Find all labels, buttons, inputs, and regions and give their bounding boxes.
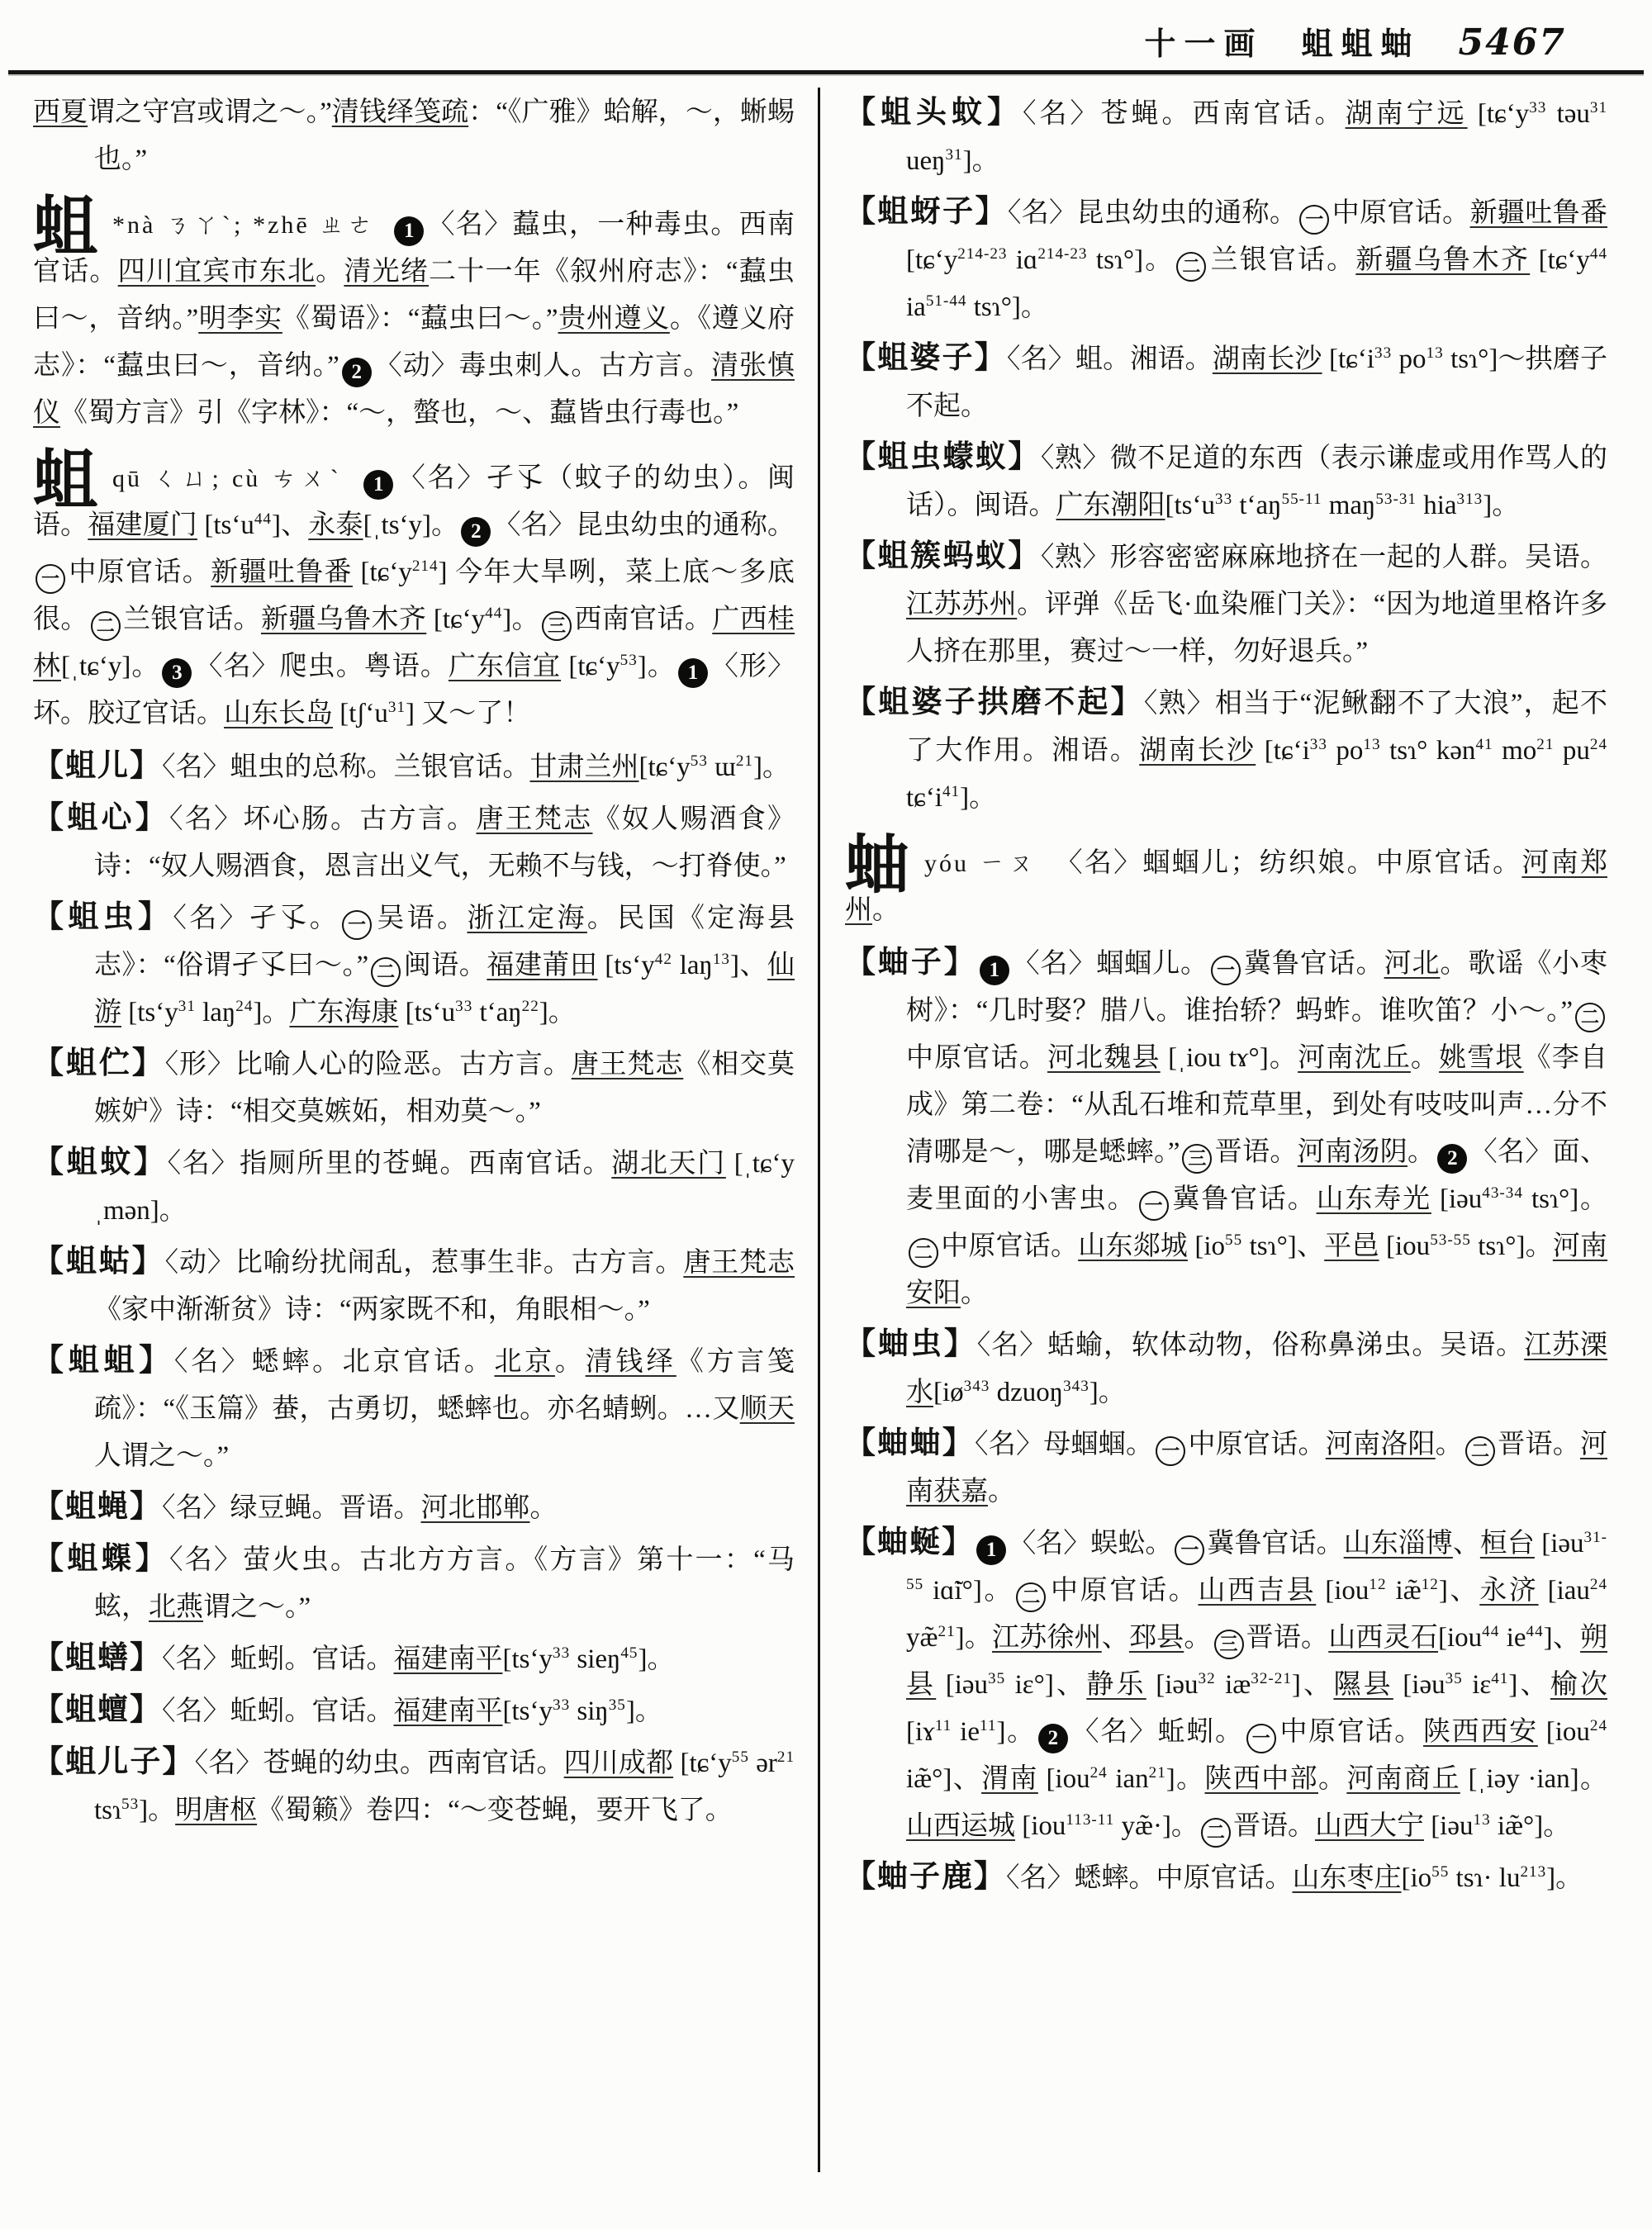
entry-body: 〈名〉坏心肠。古方言。唐王梵志《奴人赐酒食》诗：“奴人赐酒食，恩言出义气，无赖不与钱，～打脊使。”	[94, 804, 795, 881]
left-column	[33, 88, 818, 2172]
entry-body: 1 〈名〉孑孓（蚊子的幼虫）。闽语。福建厦门 [tsʻu$^{44}$]、永泰[ˌtsʻy]。 2 〈名〉昆虫幼虫的通称。一 中原官话。新疆吐鲁番 [tɕʻy$^{214}$] 今年大旱咧，菜上底～多底很。 二 兰银官话。新疆乌鲁木齐 [tɕʻy$^{44}$]。 三 西南官话。广西桂林[ˌtɕʻy]。 3 〈名〉爬虫。粤语。广东信宜 [tɕʻy$^{53}$]。 1 〈形〉坏。胶辽官话。山东长岛 [tʃʻu$^{31}$] 又～了！	[33, 463, 795, 728]
entry-headword: 【蛆伫】	[33, 1046, 165, 1080]
dictionary-entry	[845, 533, 1607, 676]
right-column	[818, 88, 1607, 2172]
dictionary-entry	[845, 939, 1607, 1317]
dictionary-entry	[845, 829, 1608, 934]
headword-chars: 蛆蛆蚰	[1301, 27, 1421, 62]
entry-headword-large: 蛆	[33, 191, 98, 263]
dictionary-entry	[33, 1337, 795, 1480]
entry-headword: 【蛆蛆】	[33, 1344, 174, 1378]
entry-headword: 【蛆虫蠓蚁】	[845, 440, 1041, 474]
entry-headword: 【蚰子】	[845, 946, 977, 980]
page-number: 5467	[1458, 21, 1566, 64]
entry-body: 〈名〉苍蝇的幼虫。西南官话。四川成都 [tɕʻy$^{55}$ ər$^{21}$ tsɿ$^{53}$]。明唐枢《蜀籁》卷四：“～变苍蝇，要开飞了。	[94, 1748, 795, 1825]
dictionary-entry	[33, 795, 795, 890]
entry-body: 〈动〉比喻纷扰闹乱，惹事生非。古方言。唐王梵志《家中渐渐贫》诗：“两家既不和，角眼相～。”	[94, 1248, 795, 1325]
dictionary-entry	[845, 188, 1607, 331]
entry-pronunciation: yóu ㄧㄡ	[924, 850, 1038, 877]
entry-headword: 【蛆蝇】	[33, 1490, 162, 1524]
dictionary-entry	[845, 89, 1607, 185]
dictionary-entry	[845, 1321, 1607, 1416]
dictionary-entry	[33, 894, 795, 1037]
entry-headword: 【蚰蚰】	[845, 1426, 975, 1460]
dictionary-entry	[845, 1519, 1607, 1850]
entry-headword-large: 蛆	[33, 444, 98, 516]
entry-body: 1 〈名〉蜈蚣。 一 冀鲁官话。山东淄博、桓台 [iəu$^{31-55}$ iɑ̃i°]。 二 中原官话。山西吉县 [iou$^{12}$ iæ̃$^{12}$]、永济 [iau$^{24}$ yæ̃$^{21}$]。江苏徐州、邳县。 三 晋语。山西灵石[iou$^{44}$ $ie^{44}$]、朔县 [iəu$^{35}$ iɛ°]、静乐 [iəu$^{32}$ $iæ^{32-21}$]、隰县 [iəu$^{35}$ iɛ$^{41}$]、榆次 [iɤ$^{11}$ $ie^{11}$]。 2 〈名〉蚯蚓。 一 中原官话。陕西西安 [iou$^{24}$ iæ̃°]、渭南 [iou$^{24}$ ian$^{21}$]。陕西中部。河南商丘 [ˌiəy ·ian]。山西运城 [iou$^{113-11}$ yæ̃·]。 二 晋语。山西大宁 [iəu$^{13}$ iæ̃°]。	[906, 1529, 1607, 1841]
dictionary-entry	[33, 1687, 795, 1735]
dictionary-entry	[33, 1139, 795, 1235]
entry-pronunciation: *nà ㄋㄚˋ; *zhē ㄓㄜ	[112, 211, 377, 239]
entry-body: 〈形〉比喻人心的险恶。古方言。唐王梵志《相交莫嫉妒》诗：“相交莫嫉妬，相劝莫～。”	[94, 1050, 795, 1127]
entry-body: 1 〈名〉蠚虫，一种毒虫。西南官话。四川宜宾市东北。清光绪二十一年《叙州府志》：“蠚虫曰～，音纳。”明李实《蜀语》：“蠚虫曰～。”贵州遵义。《遵义府志》：“蠚虫曰～，音纳。” 2 〈动〉毒虫刺人。古方言。清张慎仪《蜀方言》引《字林》：“～，螫也，～、蠚皆虫行毒也。”	[33, 210, 795, 428]
dictionary-entry	[33, 1535, 795, 1631]
dictionary-entry	[33, 1739, 795, 1834]
entry-headword: 【蛆儿】	[33, 749, 162, 783]
entry-body: 〈名〉母蝈蝈。 一 中原官话。河南洛阳。 二 晋语。河南获嘉。	[906, 1430, 1607, 1506]
entry-body: 〈名〉蛞蝓，软体动物，俗称鼻涕虫。吴语。江苏溧水[$iø^{343}$ dzuoŋ$^{343}$]。	[906, 1331, 1608, 1407]
entry-body: 〈熟〉形容密密麻麻地挤在一起的人群。吴语。江苏苏州。评弹《岳飞·血染雁门关》：“因为地道里格许多人挤在那里，赛过～一样，勿好退兵。”	[906, 543, 1608, 667]
entry-body: 〈熟〉微不足道的东西（表示谦虚或用作骂人的话）。闽语。广东潮阳[tsʻu$^{33}$ tʻaŋ$^{55-11}$ maŋ$^{53-31}$ hia$^{313}$]。	[906, 444, 1608, 520]
entry-body: 〈名〉萤火虫。古北方方言。《方言》第十一：“马蚿，北燕谓之～。”	[94, 1545, 795, 1622]
entry-body: 〈名〉蟋蟀。北京官话。北京。清钱绎《方言笺疏》：“《玉篇》蛬，古勇切，蟋蟀也。亦名蜻蛚。…又顺天人谓之～。”	[94, 1347, 795, 1471]
entry-body: 〈名〉绿豆蝇。晋语。河北邯郸。	[162, 1493, 558, 1523]
entry-body: 〈名〉蟋蟀。中原官话。山东枣庄[$io^{55}$ tsɿ· $lu^{213}$]。	[1006, 1863, 1583, 1893]
entry-headword: 【蛆蟺】	[33, 1693, 162, 1727]
entry-body: 〈熟〉相当于“泥鳅翻不了大浪”，起不了大作用。湘语。湖南长沙 [tɕʻi$^{33}$ $po^{13}$ tsɿ° kən$^{41}$ $mo^{21}$ $pu^{24}$ tɕʻi$^{41}$]。	[906, 689, 1608, 813]
dictionary-entry	[33, 1040, 795, 1136]
entry-body: 西夏谓之守宫或谓之～。”清钱绎笺疏：“《广雅》蛤解，～，蜥蜴也。”	[33, 97, 795, 174]
dictionary-entry	[845, 1853, 1607, 1902]
entry-headword: 【蛆簇蚂蚁】	[845, 539, 1041, 573]
entry-headword: 【蛆蟝】	[33, 1542, 169, 1576]
entry-headword: 【蛆蟮】	[33, 1641, 162, 1675]
entry-headword: 【蛆婆子】	[845, 341, 1007, 375]
entry-body: 〈名〉蝈蝈儿；纺织娘。中原官话。河南郑州。	[845, 848, 1608, 925]
dictionary-entry	[33, 89, 795, 183]
entry-headword: 【蚰子鹿】	[845, 1860, 1006, 1894]
dictionary-entry	[845, 1420, 1607, 1516]
dictionary-entry	[33, 444, 795, 738]
dictionary-entry	[33, 1635, 795, 1683]
dictionary-entry	[845, 679, 1607, 822]
entry-headword: 【蛆儿子】	[33, 1745, 195, 1779]
two-column-body	[0, 74, 1652, 2172]
entry-headword: 【蛆蚊】	[33, 1146, 168, 1179]
dictionary-entry	[33, 1483, 795, 1532]
entry-headword: 【蛆蛄】	[33, 1245, 165, 1279]
entry-body: 〈名〉蚯蚓。官话。福建南平[tsʻy$^{33}$ siŋ$^{35}$]。	[162, 1696, 662, 1726]
dictionary-entry	[845, 334, 1607, 430]
dictionary-entry	[33, 1238, 795, 1334]
entry-body: 〈名〉蚯蚓。官话。福建南平[tsʻy$^{33}$ sieŋ$^{45}$]。	[162, 1644, 675, 1674]
entry-body: 1 〈名〉蝈蝈儿。 一 冀鲁官话。河北。歌谣《小枣树》：“几时娶？腊八。谁抬轿？蚂蚱。谁吹笛？小～。” 二中原官话。河北魏县 [ˌiou tɤ°]。河南沈丘。姚雪垠《李自成》第二卷：“从乱石堆和荒草里，到处有吱吱叫声…分不清哪是～，哪是蟋蟀。” 三 晋语。河南汤阴。 2 〈名〉面、麦里面的小害虫。 一 冀鲁官话。山东寿光 [iəu$^{43-34}$ tsɿ°]。二 中原官话。山东郯城 [$io^{55}$ tsɿ°]、平邑 [iou$^{53-55}$ tsɿ°]。河南安阳。	[906, 949, 1608, 1308]
entry-headword: 【蚰蜒】	[845, 1525, 975, 1559]
dictionary-entry	[845, 434, 1607, 529]
entry-headword: 【蛆蚜子】	[845, 195, 1008, 229]
dictionary-entry	[33, 743, 795, 791]
entry-pronunciation: qū ㄑㄩ; cù ㄘㄨˋ	[112, 465, 344, 492]
entry-body: 〈名〉蛆虫的总称。兰银官话。甘肃兰州[tɕʻy$^{53}$ ɯ$^{21}$]。	[162, 752, 790, 782]
page-header	[0, 0, 1652, 70]
entry-headword: 【蛆心】	[33, 801, 170, 835]
entry-headword: 【蛆虫】	[33, 900, 173, 934]
entry-headword: 【蚰虫】	[845, 1327, 977, 1361]
stroke-count-label: 十一画	[1144, 27, 1264, 62]
entry-body: 〈名〉昆虫幼虫的通称。 一 中原官话。新疆吐鲁番 [tɕʻy$^{214-23}$ iɑ$^{214-23}$ tsɿ°]。 二 兰银官话。新疆乌鲁木齐 [tɕʻy$^{44}$ $ia^{51-44}$ tsɿ°]。	[906, 198, 1608, 322]
entry-body: 〈名〉孑孓。 一 吴语。浙江定海。民国《定海县志》：“俗谓孑孓曰～。” 二 闽语。福建莆田 [tsʻy$^{42}$ laŋ$^{13}$]、仙游 [tsʻy$^{31}$ laŋ$^{24}$]。广东海康 [tsʻu$^{33}$ tʻaŋ$^{22}$]。	[94, 904, 795, 1027]
entry-body: 〈名〉苍蝇。西南官话。湖南宁远 [tɕʻy$^{33}$ təu$^{31}$ ueŋ$^{31}$]。	[906, 99, 1608, 176]
entry-body: 〈名〉指厕所里的苍蝇。西南官话。湖北天门 [ˌtɕʻy ˌmən]。	[94, 1149, 795, 1226]
entry-headword-large: 蚰	[845, 829, 910, 901]
entry-body: 〈名〉蛆。湘语。湖南长沙 [tɕʻi$^{33}$ $po^{13}$ tsɿ°]～拱磨子不起。	[906, 344, 1608, 421]
entry-headword: 【蛆婆子拱磨不起】	[845, 686, 1144, 719]
dictionary-entry	[33, 191, 795, 437]
entry-headword: 【蛆头蚊】	[845, 96, 1023, 130]
